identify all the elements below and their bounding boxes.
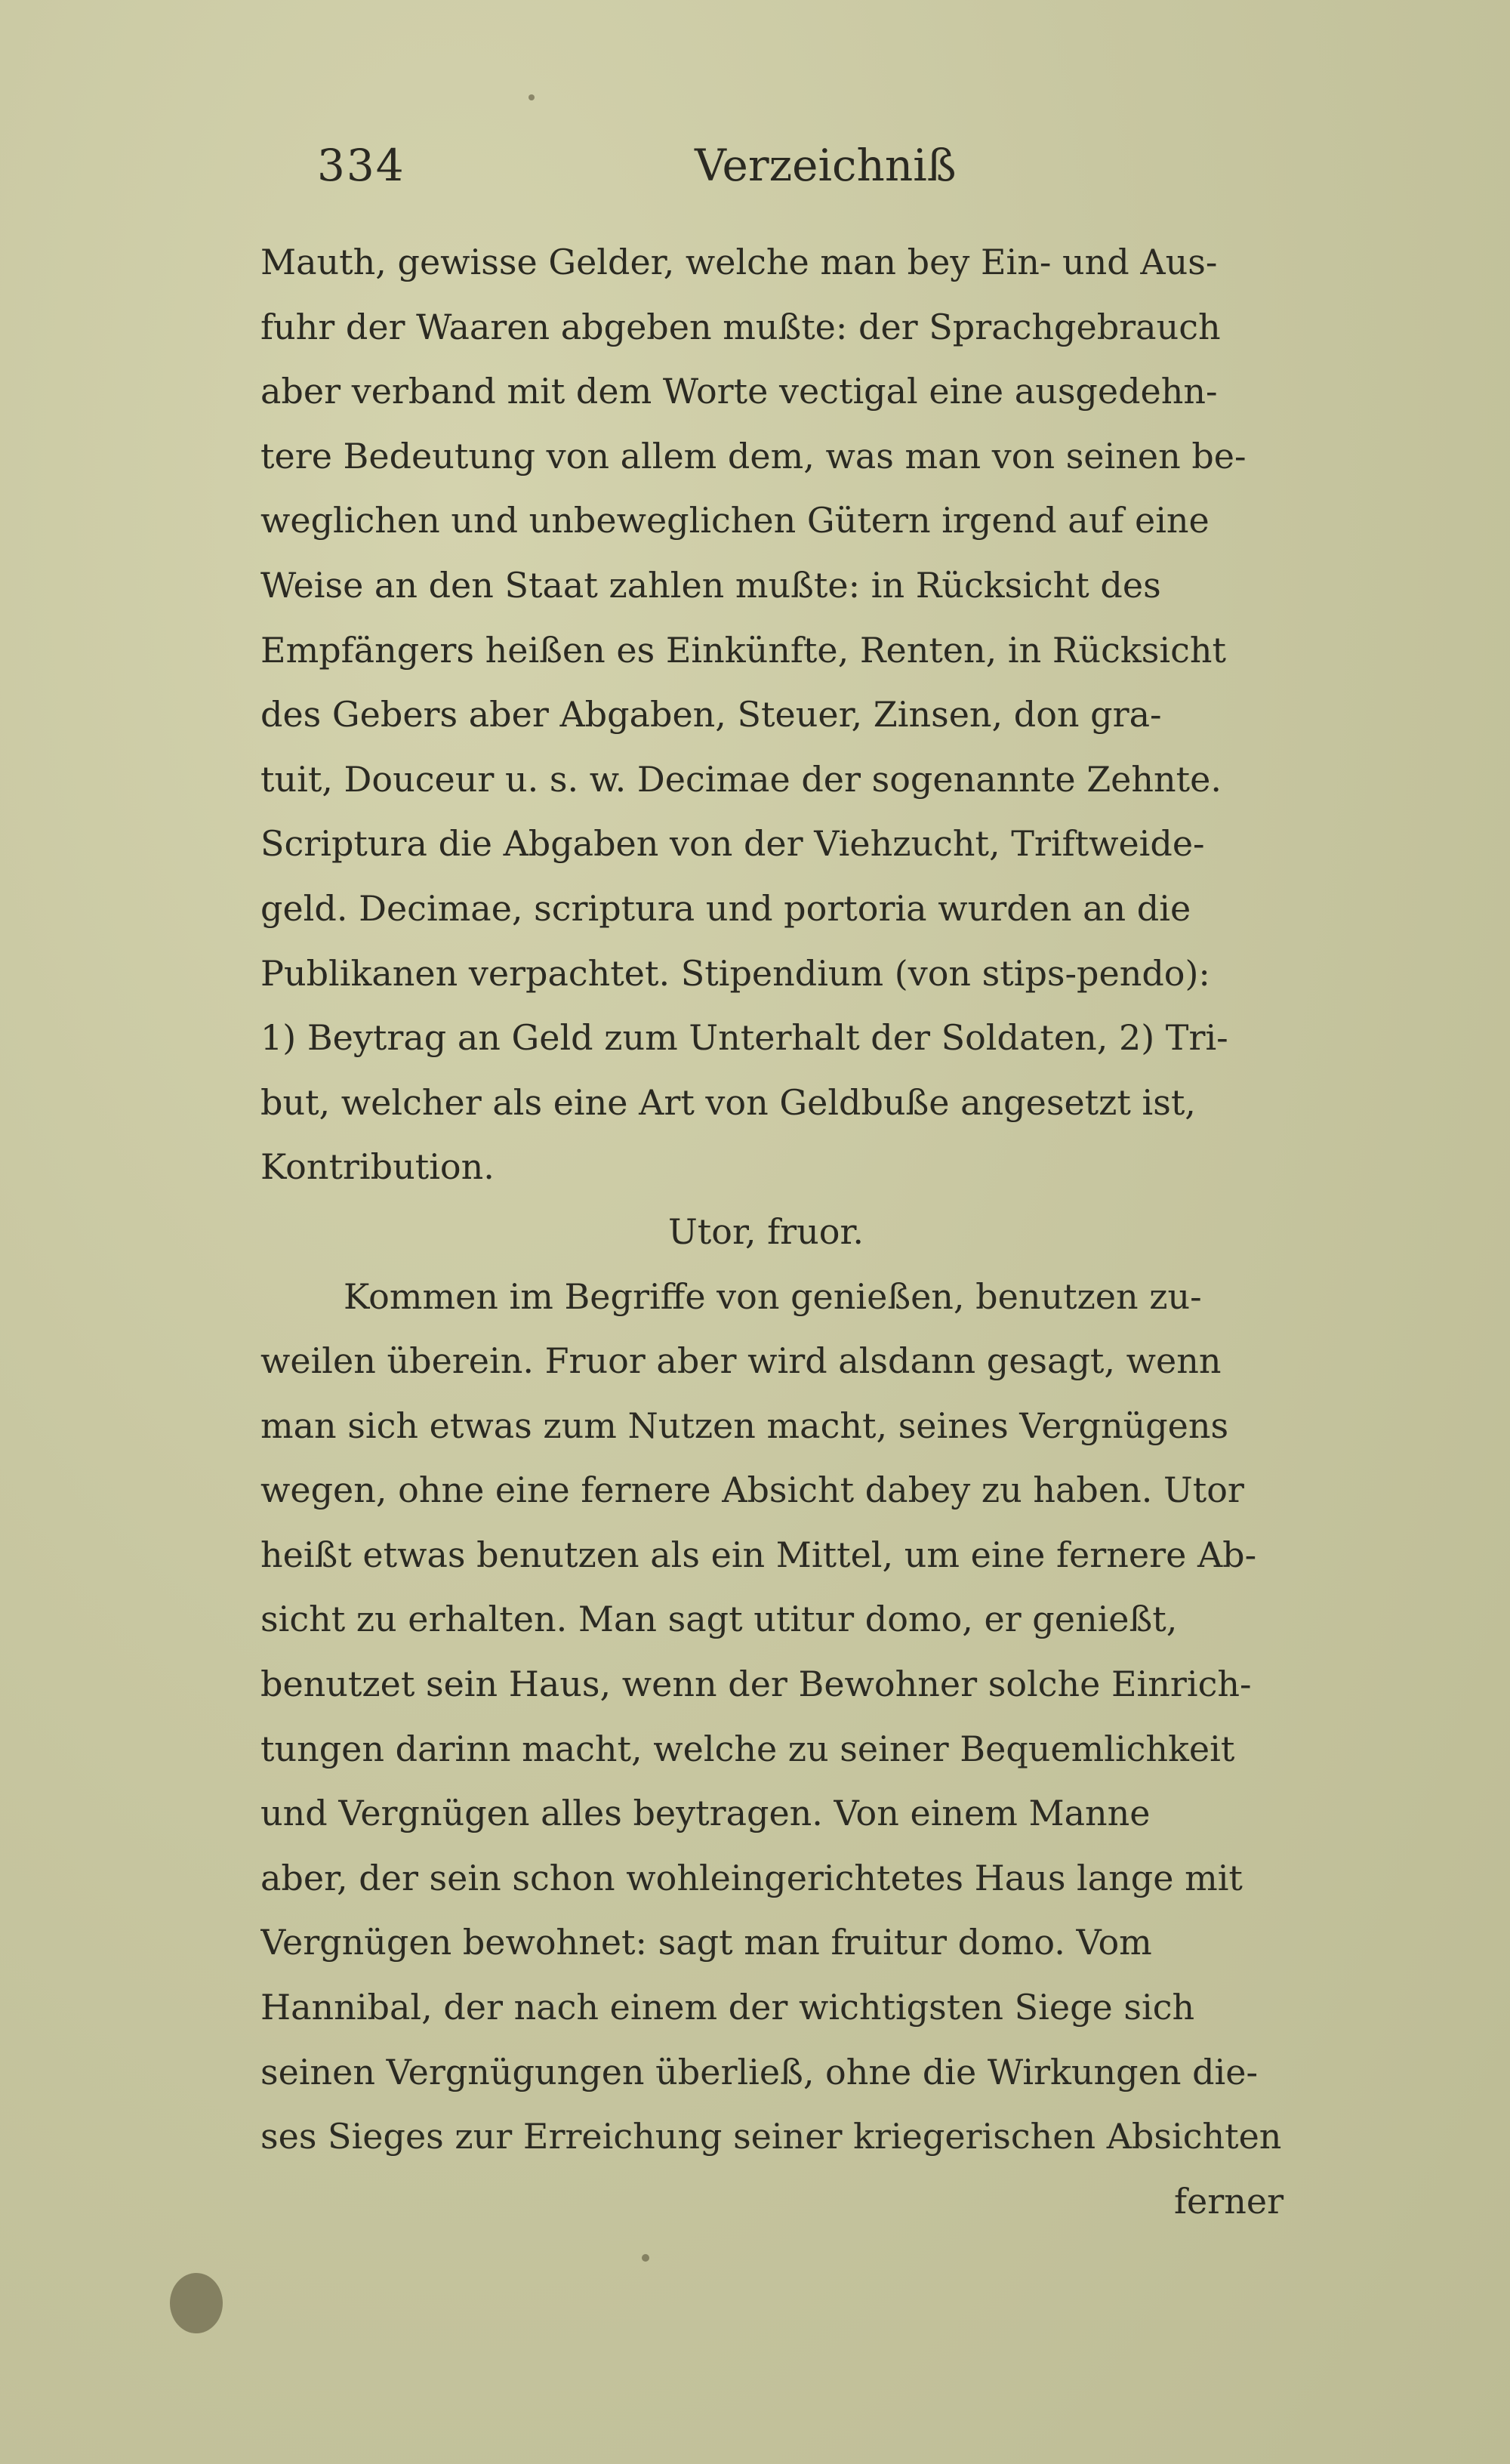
page-number: 334 (317, 140, 405, 191)
text-line: Kommen im Begriffe von genießen, benutzen zu- (344, 1275, 1202, 1317)
text-line: Mauth, gewisse Gelder, welche man bey Ein- und Aus- (260, 242, 1218, 282)
text-line: Vergnügen bewohnet: sagt man fruitur domo. Vom (260, 1922, 1152, 1963)
text-line: tungen darinn macht, welche zu seiner Bequemlichkeit (260, 1728, 1235, 1769)
body-text (260, 230, 1355, 2234)
text-line: benutzet sein Haus, wenn der Bewohner solche Einrich- (260, 1664, 1252, 1705)
catchword: ferner (1174, 2180, 1284, 2222)
text-line: fuhr der Waaren abgeben mußte: der Sprachgebrauch (260, 306, 1221, 347)
text-line: Kontribution. (260, 1146, 495, 1188)
text-line: des Gebers aber Abgaben, Steuer, Zinsen, don gra- (260, 694, 1162, 735)
ink-stain (170, 2273, 223, 2333)
section-heading: Utor, fruor. (668, 1210, 864, 1252)
text-line: sicht zu erhalten. Man sagt utitur domo, er genießt, (260, 1599, 1178, 1640)
text-line: wegen, ohne eine fernere Absicht dabey zu haben. Utor (260, 1469, 1244, 1511)
text-line: Empfängers heißen es Einkünfte, Renten, in Rücksicht (260, 629, 1226, 671)
text-line: weglichen und unbeweglichen Gütern irgend auf eine (260, 500, 1210, 541)
text-line: tere Bedeutung von allem dem, was man von seinen be- (260, 435, 1247, 476)
page-header (317, 140, 1344, 200)
text-line: und Vergnügen alles beytragen. Von einem Manne (260, 1793, 1151, 1834)
text-line: aber, der sein schon wohleingerichtetes Haus lange mit (260, 1857, 1243, 1898)
text-line: Weise an den Staat zahlen mußte: in Rücksicht des (260, 564, 1161, 606)
text-line: Scriptura die Abgaben von der Viehzucht, Triftweide- (260, 823, 1205, 865)
text-line: 1) Beytrag an Geld zum Unterhalt der Soldaten, 2) Tri- (260, 1017, 1228, 1059)
text-line: heißt etwas benutzen als ein Mittel, um eine fernere Ab- (260, 1534, 1257, 1575)
text-line: Hannibal, der nach einem der wichtigsten Siege sich (260, 1987, 1195, 2028)
text-line: man sich etwas zum Nutzen macht, seines Vergnügens (260, 1405, 1229, 1446)
text-line: seinen Vergnügungen überließ, ohne die Wirkungen die- (260, 2051, 1258, 2092)
running-title: Verzeichniß (695, 140, 957, 191)
text-line: Publikanen verpachtet. Stipendium (von stips-pendo): (260, 952, 1210, 994)
text-line: ses Sieges zur Erreichung seiner kriegerischen Absichten (260, 2116, 1282, 2157)
text-line: geld. Decimae, scriptura und portoria wurden an die (260, 887, 1191, 929)
text-line: but, welcher als eine Art von Geldbuße angesetzt ist, (260, 1081, 1196, 1123)
text-line: tuit, Douceur u. s. w. Decimae der sogenannte Zehnte. (260, 758, 1222, 800)
text-line: aber verband mit dem Worte vectigal eine ausgedehn- (260, 371, 1218, 412)
text-line: weilen überein. Fruor aber wird alsdann gesagt, wenn (260, 1340, 1222, 1382)
ink-speck (528, 94, 535, 100)
ink-speck (642, 2254, 649, 2262)
